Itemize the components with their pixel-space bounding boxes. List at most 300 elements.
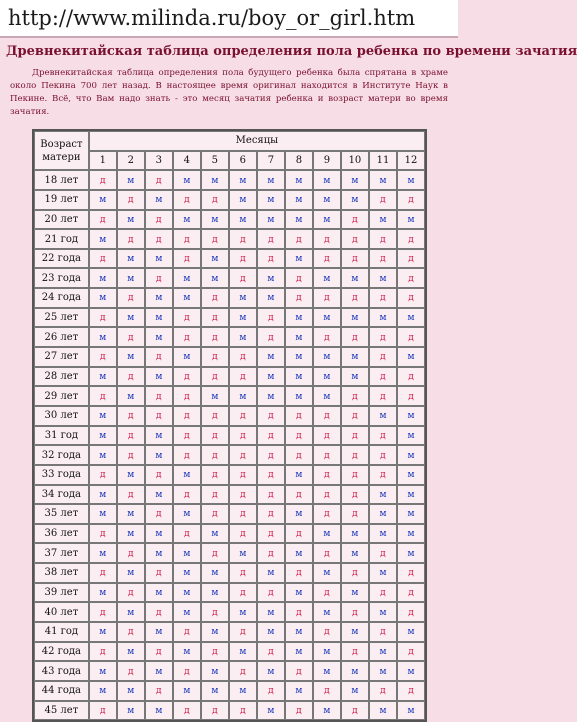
gender-cell: [201, 622, 229, 642]
gender-cell: [117, 563, 145, 583]
girl-mark: д: [100, 646, 106, 657]
mother-age-cell: 44 года: [34, 681, 89, 701]
gender-cell: [145, 642, 173, 662]
girl-mark: д: [100, 254, 106, 265]
gender-cell: [285, 465, 313, 485]
girl-mark: д: [240, 273, 246, 284]
table-row: [34, 563, 425, 583]
boy-mark: м: [295, 214, 303, 225]
girl-mark: д: [100, 313, 106, 324]
gender-cell: [173, 367, 201, 387]
gender-cell: [369, 485, 397, 505]
gender-cell: [145, 308, 173, 328]
boy-mark: м: [295, 332, 303, 343]
girl-mark: д: [128, 489, 134, 500]
girl-mark: д: [212, 313, 218, 324]
girl-mark: д: [380, 588, 386, 599]
table-row: [34, 622, 425, 642]
boy-mark: м: [295, 175, 303, 186]
boy-mark: м: [295, 313, 303, 324]
gender-cell: [89, 170, 117, 190]
girl-mark: д: [408, 588, 414, 599]
gender-cell: [201, 210, 229, 230]
boy-mark: м: [379, 607, 387, 618]
gender-cell: [257, 642, 285, 662]
boy-mark: м: [155, 588, 163, 599]
gender-cell: [397, 465, 425, 485]
girl-mark: д: [128, 195, 134, 206]
gender-cell: [201, 661, 229, 681]
girl-mark: д: [184, 529, 190, 540]
month-header-cell: 2: [117, 151, 145, 171]
girl-mark: д: [380, 352, 386, 363]
gender-cell: [285, 386, 313, 406]
boy-mark: м: [155, 313, 163, 324]
gender-cell: [285, 642, 313, 662]
gender-cell: [173, 288, 201, 308]
girl-mark: д: [184, 666, 190, 677]
boy-mark: м: [211, 391, 219, 402]
girl-mark: д: [240, 627, 246, 638]
gender-cell: [369, 268, 397, 288]
girl-mark: д: [100, 568, 106, 579]
boy-mark: м: [99, 293, 107, 304]
gender-cell: [341, 622, 369, 642]
mother-age-cell: 30 лет: [34, 406, 89, 426]
gender-cell: [285, 327, 313, 347]
gender-cell: [313, 288, 341, 308]
gender-cell: [257, 367, 285, 387]
table-row: [34, 268, 425, 288]
mother-age-cell: 41 год: [34, 622, 89, 642]
gender-cell: [369, 504, 397, 524]
boy-mark: м: [211, 214, 219, 225]
month-header-cell: 3: [145, 151, 173, 171]
gender-cell: [201, 229, 229, 249]
boy-mark: м: [239, 214, 247, 225]
boy-mark: м: [407, 529, 415, 540]
gender-cell: [369, 347, 397, 367]
girl-mark: д: [212, 234, 218, 245]
gender-cell: [285, 426, 313, 446]
gender-cell: [369, 406, 397, 426]
girl-mark: д: [184, 430, 190, 441]
gender-cell: [117, 681, 145, 701]
gender-cell: [145, 622, 173, 642]
gender-cell: [89, 210, 117, 230]
gender-cell: [117, 406, 145, 426]
girl-mark: д: [324, 450, 330, 461]
boy-mark: м: [379, 568, 387, 579]
girl-mark: д: [156, 509, 162, 520]
gender-cell: [341, 681, 369, 701]
gender-cell: [313, 229, 341, 249]
gender-cell: [173, 249, 201, 269]
gender-cell: [369, 445, 397, 465]
boy-mark: м: [127, 705, 135, 716]
mother-age-cell: 27 лет: [34, 347, 89, 367]
boy-mark: м: [295, 391, 303, 402]
boy-mark: м: [295, 646, 303, 657]
boy-mark: м: [155, 293, 163, 304]
boy-mark: м: [155, 195, 163, 206]
boy-mark: м: [211, 273, 219, 284]
girl-mark: д: [380, 254, 386, 265]
gender-cell: [173, 406, 201, 426]
table-row: [34, 583, 425, 603]
boy-mark: м: [99, 332, 107, 343]
girl-mark: д: [240, 666, 246, 677]
boy-mark: м: [351, 313, 359, 324]
boy-mark: м: [267, 705, 275, 716]
gender-cell: [341, 543, 369, 563]
gender-cell: [285, 583, 313, 603]
girl-mark: д: [380, 332, 386, 343]
boy-mark: м: [323, 273, 331, 284]
gender-chart-table: [32, 129, 427, 722]
gender-cell: [313, 445, 341, 465]
girl-mark: д: [380, 548, 386, 559]
girl-mark: д: [268, 588, 274, 599]
boy-mark: м: [351, 372, 359, 382]
gender-cell: [229, 504, 257, 524]
girl-mark: д: [268, 430, 274, 441]
girl-mark: д: [100, 391, 106, 402]
boy-mark: м: [295, 352, 303, 363]
gender-cell: [145, 465, 173, 485]
gender-cell: [229, 386, 257, 406]
mother-age-cell: 32 года: [34, 445, 89, 465]
girl-mark: д: [156, 607, 162, 618]
gender-cell: [397, 661, 425, 681]
boy-mark: м: [407, 411, 415, 422]
girl-mark: д: [352, 391, 358, 402]
girl-mark: д: [212, 195, 218, 206]
girl-mark: д: [128, 450, 134, 461]
gender-cell: [257, 268, 285, 288]
gender-cell: [145, 210, 173, 230]
boy-mark: м: [379, 273, 387, 284]
mother-age-cell: 33 года: [34, 465, 89, 485]
gender-cell: [117, 426, 145, 446]
mother-age-cell: 34 года: [34, 485, 89, 505]
boy-mark: м: [323, 705, 331, 716]
gender-cell: [145, 602, 173, 622]
gender-cell: [313, 347, 341, 367]
table-row: [34, 524, 425, 544]
gender-cell: [145, 485, 173, 505]
gender-cell: [173, 563, 201, 583]
boy-mark: м: [379, 646, 387, 657]
month-header-cell: 10: [341, 151, 369, 171]
boy-mark: м: [127, 568, 135, 579]
gender-cell: [173, 583, 201, 603]
girl-mark: д: [156, 391, 162, 402]
boy-mark: м: [99, 627, 107, 638]
boy-mark: м: [407, 509, 415, 520]
mother-age-cell: 39 лет: [34, 583, 89, 603]
gender-cell: [369, 681, 397, 701]
gender-cell: [397, 602, 425, 622]
boy-mark: м: [379, 214, 387, 225]
gender-cell: [341, 485, 369, 505]
girl-mark: д: [352, 489, 358, 500]
gender-cell: [397, 249, 425, 269]
gender-cell: [145, 268, 173, 288]
gender-cell: [229, 288, 257, 308]
boy-mark: м: [379, 489, 387, 500]
gender-cell: [229, 543, 257, 563]
girl-mark: д: [352, 234, 358, 245]
girl-mark: д: [240, 705, 246, 716]
mother-age-cell: 26 лет: [34, 327, 89, 347]
girl-mark: д: [408, 273, 414, 284]
gender-cell: [117, 445, 145, 465]
girl-mark: д: [408, 234, 414, 245]
boy-mark: м: [211, 588, 219, 599]
boy-mark: м: [295, 195, 303, 206]
gender-cell: [397, 170, 425, 190]
girl-mark: д: [184, 372, 190, 382]
gender-cell: [369, 308, 397, 328]
table-row: [34, 543, 425, 563]
gender-cell: [89, 622, 117, 642]
gender-cell: [369, 661, 397, 681]
gender-cell: [285, 485, 313, 505]
boy-mark: м: [127, 646, 135, 657]
gender-cell: [257, 386, 285, 406]
girl-mark: д: [156, 568, 162, 579]
girl-mark: д: [212, 548, 218, 559]
gender-cell: [341, 701, 369, 721]
gender-cell: [257, 170, 285, 190]
boy-mark: м: [155, 666, 163, 677]
gender-cell: [201, 701, 229, 721]
girl-mark: д: [408, 607, 414, 618]
table-row: [34, 426, 425, 446]
boy-mark: м: [239, 175, 247, 186]
table-row: [34, 367, 425, 387]
girl-mark: д: [380, 627, 386, 638]
boy-mark: м: [127, 529, 135, 540]
gender-cell: [173, 642, 201, 662]
gender-cell: [89, 406, 117, 426]
mother-age-cell: 19 лет: [34, 190, 89, 210]
gender-cell: [341, 347, 369, 367]
gender-cell: [397, 543, 425, 563]
girl-mark: д: [240, 450, 246, 461]
boy-mark: м: [267, 666, 275, 677]
boy-mark: м: [323, 175, 331, 186]
girl-mark: д: [408, 646, 414, 657]
girl-mark: д: [352, 705, 358, 716]
boy-mark: м: [183, 470, 191, 481]
boy-mark: м: [239, 686, 247, 697]
girl-mark: д: [352, 470, 358, 481]
girl-mark: д: [408, 195, 414, 206]
boy-mark: м: [407, 548, 415, 559]
mother-age-cell: 20 лет: [34, 210, 89, 230]
gender-cell: [285, 170, 313, 190]
gender-cell: [257, 661, 285, 681]
boy-mark: м: [183, 548, 191, 559]
girl-mark: д: [184, 195, 190, 206]
gender-cell: [117, 524, 145, 544]
boy-mark: м: [127, 273, 135, 284]
boy-mark: м: [323, 568, 331, 579]
gender-cell: [257, 485, 285, 505]
girl-mark: д: [324, 234, 330, 245]
girl-mark: д: [240, 529, 246, 540]
gender-cell: [89, 308, 117, 328]
gender-cell: [117, 583, 145, 603]
girl-mark: д: [212, 352, 218, 363]
boy-mark: м: [407, 627, 415, 638]
mother-age-header: Возраст матери: [34, 131, 89, 170]
gender-cell: [173, 485, 201, 505]
gender-cell: [145, 661, 173, 681]
girl-mark: д: [240, 352, 246, 363]
gender-cell: [341, 524, 369, 544]
gender-cell: [117, 327, 145, 347]
gender-cell: [145, 386, 173, 406]
girl-mark: д: [128, 588, 134, 599]
gender-cell: [257, 288, 285, 308]
gender-cell: [341, 445, 369, 465]
boy-mark: м: [379, 509, 387, 520]
gender-cell: [257, 681, 285, 701]
girl-mark: д: [184, 254, 190, 265]
girl-mark: д: [212, 332, 218, 343]
gender-cell: [257, 406, 285, 426]
gender-cell: [285, 701, 313, 721]
table-row: [34, 602, 425, 622]
table-row: [34, 445, 425, 465]
girl-mark: д: [380, 450, 386, 461]
boy-mark: м: [155, 705, 163, 716]
boy-mark: м: [323, 391, 331, 402]
gender-cell: [117, 622, 145, 642]
boy-mark: м: [267, 195, 275, 206]
mother-age-cell: 31 год: [34, 426, 89, 446]
mother-age-cell: 38 лет: [34, 563, 89, 583]
boy-mark: м: [127, 686, 135, 697]
gender-cell: [369, 288, 397, 308]
gender-cell: [201, 445, 229, 465]
girl-mark: д: [240, 430, 246, 441]
gender-cell: [341, 210, 369, 230]
gender-cell: [145, 524, 173, 544]
boy-mark: м: [99, 195, 107, 206]
boy-mark: м: [99, 686, 107, 697]
month-header-cell: 1: [89, 151, 117, 171]
gender-cell: [117, 465, 145, 485]
mother-age-cell: 35 лет: [34, 504, 89, 524]
gender-cell: [229, 642, 257, 662]
gender-cell: [313, 367, 341, 387]
girl-mark: д: [380, 686, 386, 697]
boy-mark: м: [267, 352, 275, 363]
girl-mark: д: [156, 470, 162, 481]
girl-mark: д: [268, 646, 274, 657]
gender-cell: [369, 249, 397, 269]
gender-cell: [229, 190, 257, 210]
table-row: [34, 406, 425, 426]
address-bar[interactable]: [0, 0, 458, 38]
gender-cell: [173, 347, 201, 367]
gender-cell: [369, 229, 397, 249]
girl-mark: д: [268, 529, 274, 540]
gender-cell: [313, 524, 341, 544]
girl-mark: д: [128, 372, 134, 382]
gender-cell: [285, 681, 313, 701]
month-header-cell: 5: [201, 151, 229, 171]
girl-mark: д: [268, 411, 274, 422]
girl-mark: д: [128, 411, 134, 422]
boy-mark: м: [379, 666, 387, 677]
gender-cell: [117, 602, 145, 622]
boy-mark: м: [127, 470, 135, 481]
gender-cell: [201, 602, 229, 622]
address-bar-url[interactable]: http://www.milinda.ru/boy_or_girl.htm: [8, 6, 416, 30]
gender-cell: [369, 190, 397, 210]
girl-mark: д: [240, 509, 246, 520]
gender-cell: [257, 465, 285, 485]
girl-mark: д: [352, 254, 358, 265]
table-row: [34, 465, 425, 485]
gender-cell: [201, 367, 229, 387]
gender-cell: [173, 681, 201, 701]
gender-cell: [89, 426, 117, 446]
boy-mark: м: [211, 529, 219, 540]
gender-cell: [229, 445, 257, 465]
gender-cell: [341, 249, 369, 269]
gender-cell: [173, 524, 201, 544]
gender-cell: [313, 426, 341, 446]
gender-cell: [89, 543, 117, 563]
boy-mark: м: [127, 352, 135, 363]
gender-cell: [341, 602, 369, 622]
gender-cell: [369, 622, 397, 642]
gender-cell: [229, 327, 257, 347]
gender-cell: [145, 681, 173, 701]
girl-mark: д: [380, 195, 386, 206]
gender-cell: [313, 190, 341, 210]
mother-age-cell: 40 лет: [34, 602, 89, 622]
table-row: [34, 170, 425, 190]
mother-age-cell: 36 лет: [34, 524, 89, 544]
gender-cell: [285, 622, 313, 642]
gender-cell: [117, 288, 145, 308]
girl-mark: д: [100, 470, 106, 481]
gender-cell: [313, 210, 341, 230]
gender-cell: [313, 249, 341, 269]
mother-age-cell: 29 лет: [34, 386, 89, 406]
girl-mark: д: [352, 332, 358, 343]
boy-mark: м: [407, 313, 415, 324]
boy-mark: м: [323, 352, 331, 363]
boy-mark: м: [127, 175, 135, 186]
girl-mark: д: [324, 332, 330, 343]
boy-mark: м: [407, 214, 415, 225]
girl-mark: д: [268, 470, 274, 481]
boy-mark: м: [379, 529, 387, 540]
gender-cell: [89, 583, 117, 603]
gender-cell: [117, 642, 145, 662]
girl-mark: д: [324, 548, 330, 559]
girl-mark: д: [380, 430, 386, 441]
gender-cell: [229, 229, 257, 249]
